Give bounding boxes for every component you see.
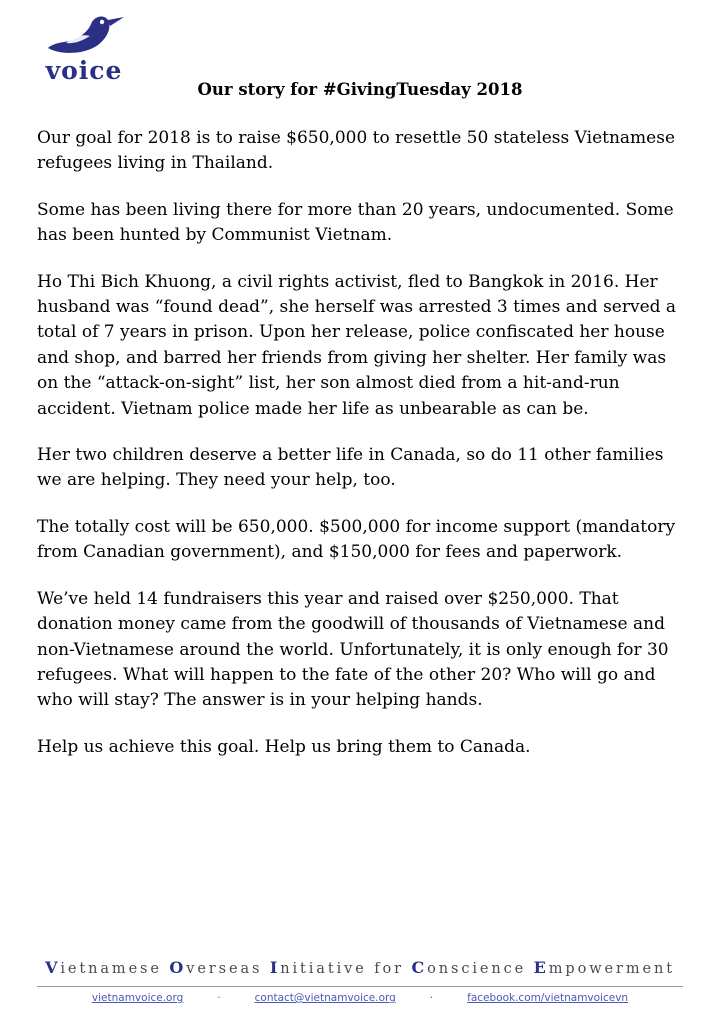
paragraph-cost: The totally cost will be 650,000. $500,000 for income support (mandatory from Canadian government), and $150,000 for fees and paperwork. <box>37 516 676 563</box>
paragraph-call-to-action: Help us achieve this goal. Help us bring them to Canada. <box>37 736 531 757</box>
footer-divider <box>37 986 683 987</box>
logo-wordmark: voice <box>45 56 123 85</box>
separator-dot: · <box>429 992 434 1004</box>
org-word: Initiative <box>269 958 367 977</box>
story-body <box>37 126 689 781</box>
paragraph-background: Some has been living there for more than 20 years, undocumented. Some has been hunted by Communist Vietnam. <box>37 199 674 246</box>
org-word: for <box>374 961 404 977</box>
separator-dot: · <box>217 992 221 1004</box>
paragraph-fundraisers: We’ve held 14 fundraisers this year and raised over $250,000. That donation money came from the goodwill of thousands of Vietnamese and non-Vietnamese around the world. Unfortunately, it is only enough for 30 refugees. What will happen to the fate of the other 20? Who will go and who will stay? The answer is in your helping hands. <box>37 588 669 711</box>
org-word: Vietnamese <box>45 958 162 977</box>
paragraph-khuong-story: Ho Thi Bich Khuong, a civil rights activist, fled to Bangkok in 2016. Her husband was “found dead”, she herself was arrested 3 times and served a total of 7 years in prison. Upon her release, police confiscated her house and shop, and barred her friends from giving her shelter. Her family was on the “attack-on-sight” list, her son almost died from a hit-and-run accident. Vietnam police made her life as unbearable as can be. <box>37 271 677 419</box>
email-link[interactable]: contact@vietnamvoice.org <box>254 992 396 1004</box>
org-word: Empowerment <box>533 958 675 977</box>
voice-logo <box>30 14 130 85</box>
org-word: Overseas <box>169 958 263 977</box>
org-word: Conscience <box>411 958 527 977</box>
dove-bird-icon <box>44 14 126 60</box>
facebook-link[interactable]: facebook.com/vietnamvoicevn <box>467 992 629 1004</box>
footer-organization-name <box>0 958 720 977</box>
paragraph-children: Her two children deserve a better life in Canada, so do 11 other families we are helping. They need your help, too. <box>37 445 664 491</box>
paragraph-goal: Our goal for 2018 is to raise $650,000 to resettle 50 stateless Vietnamese refugees living in Thailand. <box>37 128 676 174</box>
website-link[interactable]: vietnamvoice.org <box>91 992 184 1004</box>
page-title: Our story for #GivingTuesday 2018 <box>197 80 523 99</box>
footer-links <box>0 992 720 1004</box>
